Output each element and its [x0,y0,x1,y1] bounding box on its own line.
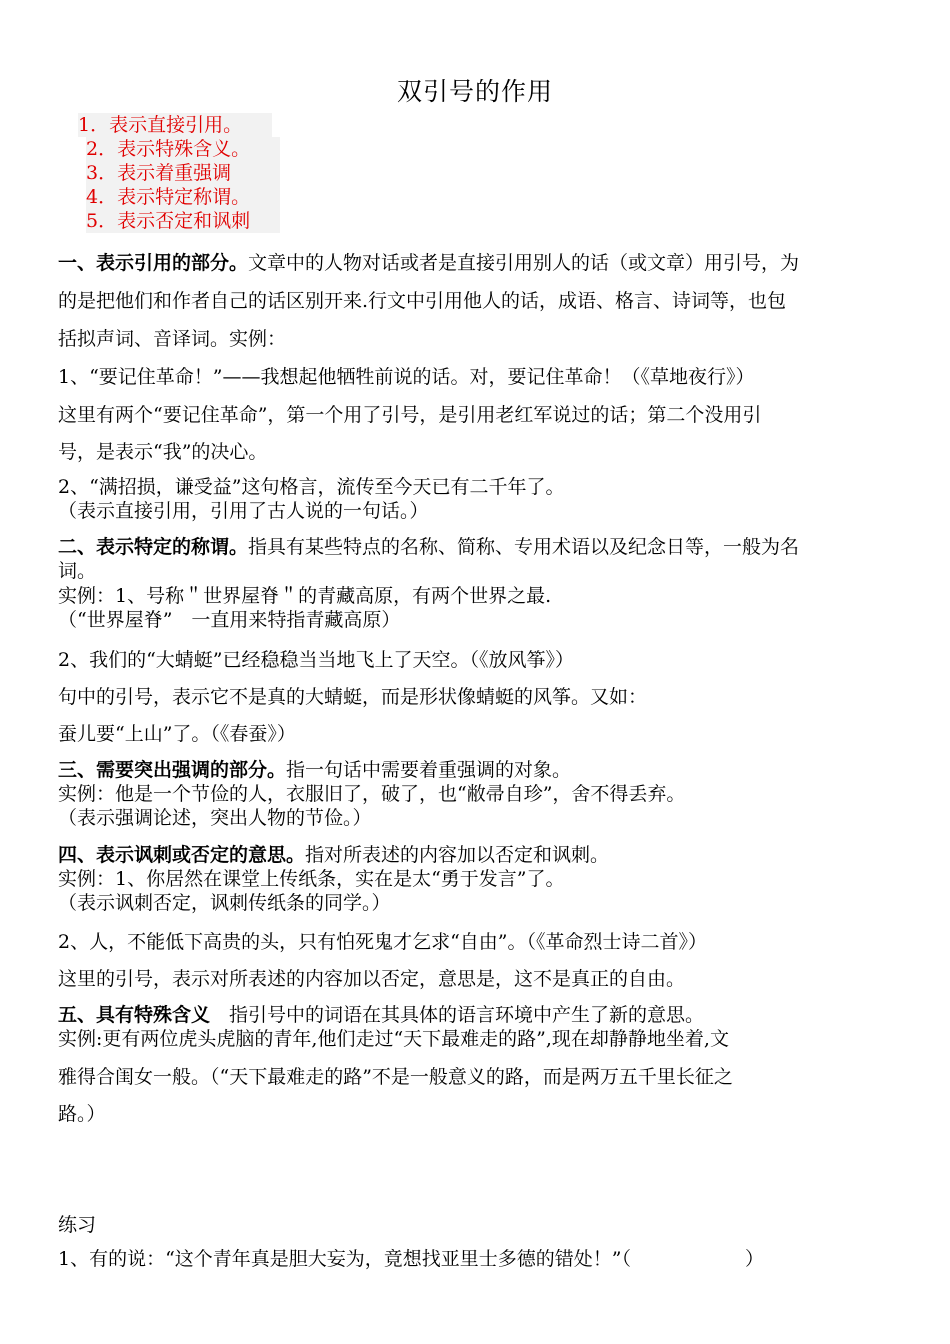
summary-item: 2．表示特殊含义。 [86,137,280,161]
summary-item: 5．表示否定和讽刺 [86,209,280,233]
section-1-example-2: 2、“满招损，谦受益”这句格言，流传至今天已有二千年了。 [58,476,565,498]
summary-item: 3．表示着重强调 [86,161,280,185]
section-3-heading: 三、需要突出强调的部分。 [58,759,287,781]
practice-question-1: 1、有的说：“这个青年真是胆大妄为，竟想找亚里士多德的错处！”（ ） [58,1248,765,1270]
section-4-example-1: 实例：1、你居然在课堂上传纸条，实在是太“勇于发言”了。 [58,868,565,890]
section-1-line-3: 括拟声词、音译词。实例： [58,328,287,350]
document-title: 双引号的作用 [396,77,553,106]
section-1-heading: 一、表示引用的部分。 [58,252,249,274]
section-3-line-1 [58,755,571,782]
section-2-example-1: 实例：1、号称＂世界屋脊＂的青藏高原，有两个世界之最. [58,585,552,607]
section-4-example-1-note: （表示讽刺否定，讽刺传纸条的同学。） [58,892,391,914]
section-4-text: 指对所表述的内容加以否定和讽刺。 [305,844,610,866]
summary-item: 1．表示直接引用。 [78,113,272,137]
section-2-heading: 二、表示特定的称谓。 [58,536,249,558]
section-4-example-2: 2、人，不能低下高贵的头，只有怕死鬼才乞求“自由”。（《革命烈士诗二首》） [58,931,708,953]
section-5-example-1-cont: 雅得合闺女一般。（“天下最难走的路”不是一般意义的路，而是两万五千里长征之 [58,1066,733,1088]
section-2-example-2-note: 句中的引号，表示它不是真的大蜻蜓，而是形状像蜻蜓的风筝。又如： [58,686,648,708]
section-5-text: 指引号中的词语在其具体的语言环境中产生了新的意思。 [210,1004,705,1026]
section-2-example-1-note: （“世界屋脊” 一直用来特指青藏高原） [58,609,401,631]
section-1-line-1 [58,248,799,275]
section-1-example-1-note: 这里有两个“要记住革命”，第一个用了引号，是引用老红军说过的话；第二个没用引 [58,404,762,426]
section-3-example-1: 实例：他是一个节俭的人，衣服旧了，破了，也“敝帚自珍”，舍不得丢弃。 [58,783,686,805]
section-4-line-1 [58,840,609,867]
section-2-line-2: 词。 [58,560,97,582]
section-2-example-2: 2、我们的“大蜻蜓”已经稳稳当当地飞上了天空。（《放风筝》） [58,649,575,671]
section-5-heading: 五、具有特殊含义 [58,1004,211,1026]
section-1-example-2-note: （表示直接引用，引用了古人说的一句话。） [58,500,429,522]
section-4-example-2-note: 这里的引号，表示对所表述的内容加以否定，意思是，这不是真正的自由。 [58,968,686,990]
section-4-heading: 四、表示讽刺或否定的意思。 [58,844,306,866]
practice-heading: 练习 [58,1214,97,1236]
section-2-text: 指具有某些特点的名称、简称、专用术语以及纪念日等，一般为名 [248,536,800,558]
section-2-example-2-extra: 蚕儿要“上山”了。（《春蚕》） [58,723,296,745]
section-1-example-1-note-2: 号，是表示“我”的决心。 [58,441,268,463]
summary-item: 4．表示特定称谓。 [86,185,280,209]
section-5-example-1: 实例:更有两位虎头虎脑的青年,他们走过“天下最难走的路”,现在却静静地坐着,文 [58,1028,729,1050]
section-1-line-2: 的是把他们和作者自己的话区别开来.行文中引用他人的话，成语、格言、诗词等，也包 [58,290,787,312]
section-2-line-1 [58,532,799,559]
section-1-text: 文章中的人物对话或者是直接引用别人的话（或文章）用引号，为 [248,252,800,274]
section-3-text: 指一句话中需要着重强调的对象。 [286,759,572,781]
section-5-example-1-cont-2: 路。） [58,1103,106,1125]
summary-list [78,113,280,233]
section-3-example-1-note: （表示强调论述，突出人物的节俭。） [58,807,372,829]
section-1-example-1: 1、“要记住革命！”——我想起他牺牲前说的话。对，要记住革命！（《草地夜行》） [58,366,755,388]
section-5-line-1 [58,1000,704,1027]
